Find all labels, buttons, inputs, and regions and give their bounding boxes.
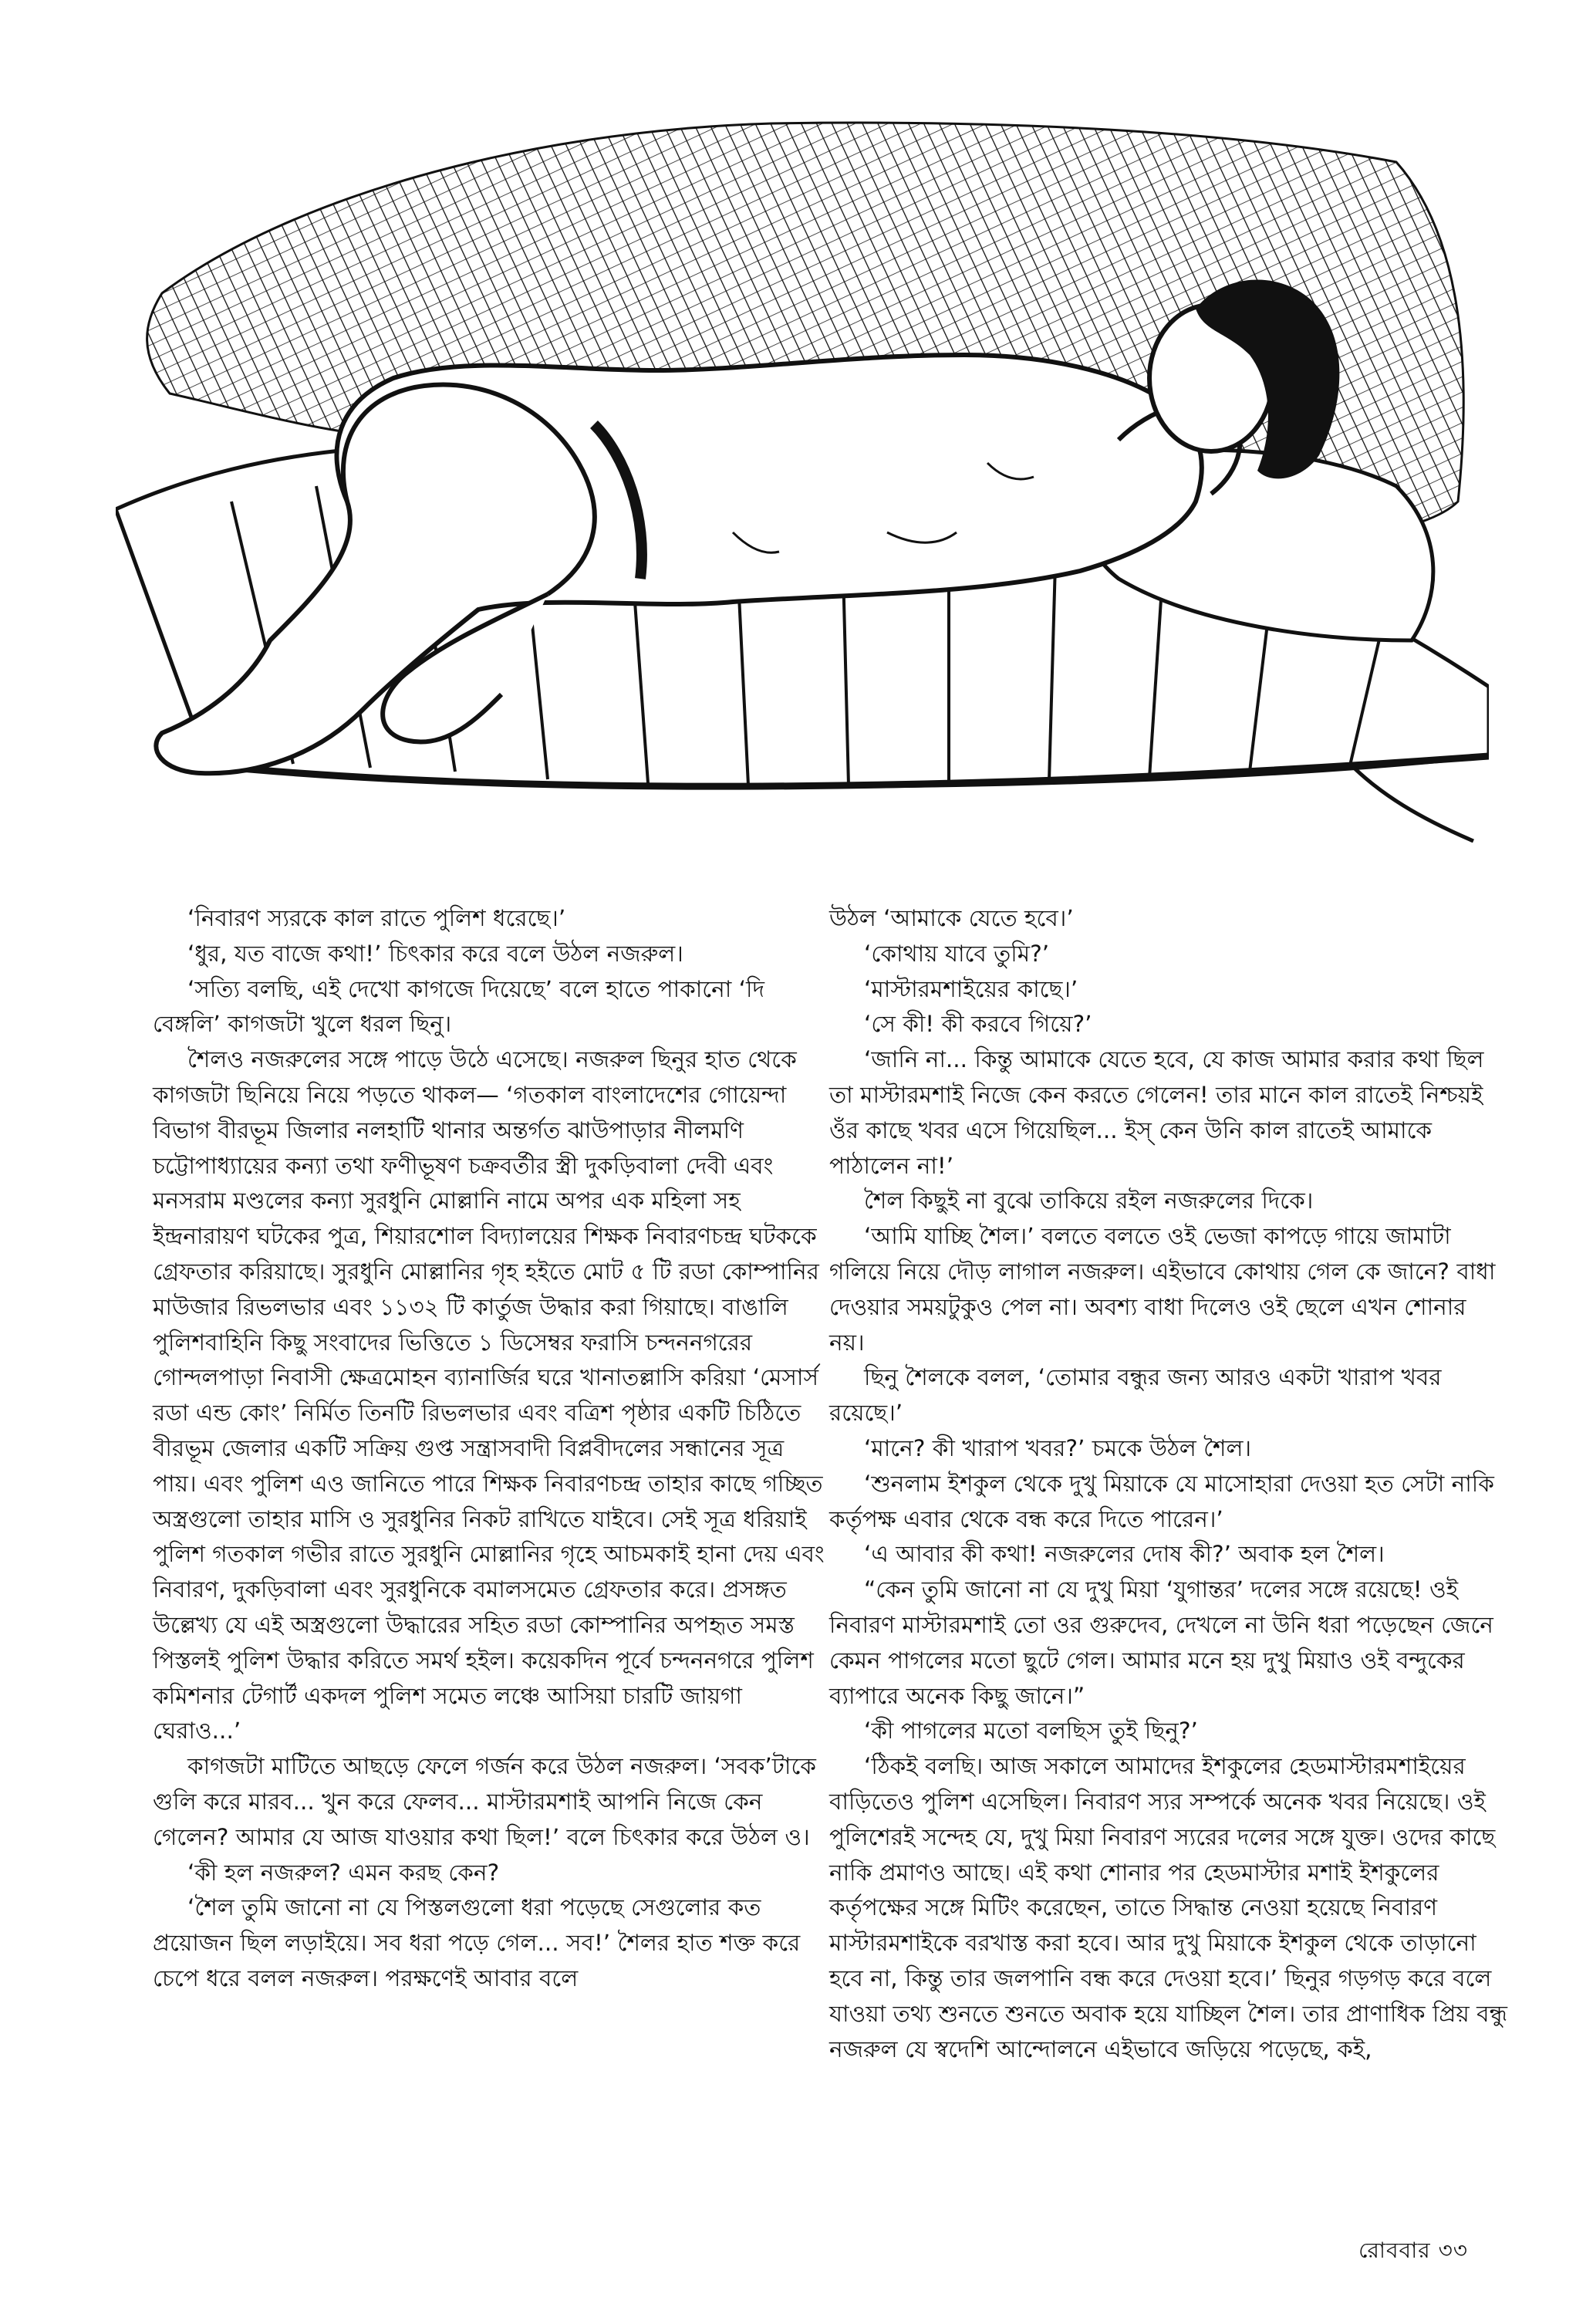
paragraph: ‘নিবারণ স্যরকে কাল রাতে পুলিশ ধরেছে।’ — [187, 905, 566, 931]
paragraph: “কেন তুমি জানো না যে দুখু মিয়া ‘যুগান্তর’ দলের সঙ্গে রয়েছে! ওই নিবারণ মাস্টারমশাই তো ওর গুরুদেব, দেখলে না উনি ধরা পড়েছেন জেনে কেমন পাগলের মতো ছুটে গেল। আমার মনে হয় দুখু মিয়াও ওই বন্দুকের ব্যাপারে অনেক কিছু জানে।” — [829, 1576, 1493, 1709]
paragraph: ‘মানে? কী খারাপ খবর?’ চমকে উঠল শৈল। — [864, 1434, 1251, 1461]
paragraph: ‘এ আবার কী কথা! নজরুলের দোষ কী?’ অবাক হল শৈল। — [864, 1541, 1385, 1568]
magazine-name: রোববার — [1358, 2238, 1431, 2263]
paragraph: ‘সে কী! কী করবে গিয়ে?’ — [864, 1011, 1092, 1038]
paragraph: ‘জানি না... কিন্তু আমাকে যেতে হবে, যে কাজ আমার করার কথা ছিল তা মাস্টারমশাই নিজে কেন করতে গেলেন! তার মানে কাল রাতেই নিশ্চয়ই ওঁর কাছে খবর এসে গিয়েছিল... ইস্ কেন উনি কাল রাতেই আমাকে পাঠালেন না!’ — [829, 1046, 1484, 1179]
paragraph: ‘ঠিকই বলছি। আজ সকালে আমাদের ইশকুলের হেডমাস্টারমশাইয়ের বাড়িতেও পুলিশ এসেছিল। নিবারণ স্যর সম্পর্কে অনেক খবর নিয়েছে। ওই পুলিশেরই সন্দেহ যে, দুখু মিয়া নিবারণ স্যরের দলের সঙ্গে যুক্ত। ওদের কাছে নাকি প্রমাণও আছে। এই কথা শোনার পর হেডমাস্টার মশাই ইশকুলের কর্তৃপক্ষের সঙ্গে মিটিং করেছেন, তাতে সিদ্ধান্ত নেওয়া হয়েছে নিবারণ মাস্টারমশাইকে বরখাস্ত করা হবে। আর দুখু মিয়াকে ইশকুল থেকে তাড়ানো হবে না, কিন্তু তার জলপানি বন্ধ করে দেওয়া হবে।’ ছিনুর গড়গড় করে বলে যাওয়া তথ্য শুনতে শুনতে অবাক হয়ে যাচ্ছিল শৈল। তার প্রাণাধিক প্রিয় বন্ধু নজরুল যে স্বদেশি আন্দোলনে এইভাবে জড়িয়ে পড়েছে, কই, — [829, 1753, 1507, 2062]
paragraph: ‘সত্যি বলছি, এই দেখো কাগজে দিয়েছে’ বলে হাতে পাকানো ‘দি বেঙ্গলি’ কাগজটা খুলে ধরল ছিনু। — [153, 975, 764, 1038]
illustration-reclining-figure — [116, 100, 1489, 872]
paragraph: ‘আমি যাচ্ছি শৈল।’ বলতে বলতে ওই ভেজা কাপড়ে গায়ে জামাটা গলিয়ে নিয়ে দৌড় লাগাল নজরুল। এইভাবে কোথায় গেল কে জানে? বাধা দেওয়ার সময়টুকুও পেল না। অবশ্য বাধা দিলেও ওই ছেলে এখন শোনার নয়। — [829, 1223, 1496, 1356]
paragraph: ‘মাস্টারমশাইয়ের কাছে।’ — [864, 975, 1078, 1002]
paragraph: ‘কী হল নজরুল? এমন করছ কেন? — [187, 1859, 500, 1886]
paragraph: ‘ধুর, যত বাজে কথা!’ চিৎকার করে বলে উঠল নজরুল। — [187, 940, 683, 967]
paragraph: ‘কী পাগলের মতো বলছিস তুই ছিনু?’ — [864, 1718, 1198, 1745]
paragraph: ‘কোথায় যাবে তুমি?’ — [864, 940, 1050, 967]
left-column — [153, 901, 832, 1997]
paragraph: শৈলও নজরুলের সঙ্গে পাড়ে উঠে এসেছে। নজরুল ছিনুর হাত থেকে কাগজটা ছিনিয়ে নিয়ে পড়তে থাকল— ‘গতকাল বাংলাদেশের গোয়েন্দা বিভাগ বীরভূম জিলার নলহাটি থানার অন্তর্গত ঝাউপাড়ার নীলমণি চট্টোপাধ্যায়ের কন্যা তথা ফণীভূষণ চক্রবর্তীর স্ত্রী দুকড়িবালা দেবী এবং মনসরাম মণ্ডলের কন্যা সুরধুনি মোল্লানি নামে অপর এক মহিলা সহ ইন্দ্রনারায়ণ ঘটকের পুত্র, শিয়ারশোল বিদ্যালয়ের শিক্ষক নিবারণচন্দ্র ঘটককে গ্রেফতার করিয়াছে। সুরধুনি মোল্লানির গৃহ হইতে মোট ৫ টি রডা কোম্পানির মাউজার রিভলভার এবং ১১৩২ টি কার্তুজ উদ্ধার করা গিয়াছে। বাঙালি পুলিশবাহিনি কিছু সংবাদের ভিত্তিতে ১ ডিসেম্বর ফরাসি চন্দননগরের গোন্দলপাড়া নিবাসী ক্ষেত্রমোহন ব্যানার্জির ঘরে খানাতল্লাসি করিয়া ‘মেসার্স রডা এন্ড কোং’ নির্মিত তিনটি রিভলভার এবং বত্রিশ পৃষ্ঠার একটি চিঠিতে বীরভূম জেলার একটি সক্রিয় গুপ্ত সন্ত্রাসবাদী বিপ্লবীদলের সন্ধানের সূত্র পায়। এবং পুলিশ এও জানিতে পারে শিক্ষক নিবারণচন্দ্র তাহার কাছে গচ্ছিত অস্ত্রগুলো তাহার মাসি ও সুরধুনির নিকট রাখিতে যাইবে। সেই সূত্র ধরিয়াই পুলিশ গতকাল গভীর রাতে সুরধুনি মোল্লানির গৃহে আচমকাই হানা দেয় এবং নিবারণ, দুকড়িবালা এবং সুরধুনিকে বমালসমেত গ্রেফতার করে। প্রসঙ্গত উল্লেখ্য যে এই অস্ত্রগুলো উদ্ধারের সহিত রডা কোম্পানির অপহৃত সমস্ত পিস্তলই পুলিশ উদ্ধার করিতে সমর্থ হইল। কয়েকদিন পূর্বে চন্দননগরে পুলিশ কমিশনার টেগার্ট একদল পুলিশ সমেত লঞ্চে আসিয়া চারটি জায়গা ঘেরাও...’ — [153, 1046, 825, 1745]
page-footer — [1358, 2234, 1468, 2270]
paragraph: ‘শুনলাম ইশকুল থেকে দুখু মিয়াকে যে মাসোহারা দেওয়া হত সেটা নাকি কর্তৃপক্ষ এবার থেকে বন্ধ করে দিতে পারেন।’ — [829, 1470, 1494, 1532]
paragraph: শৈল কিছুই না বুঝে তাকিয়ে রইল নজরুলের দিকে। — [864, 1187, 1314, 1214]
paragraph: ‘শৈল তুমি জানো না যে পিস্তলগুলো ধরা পড়েছে সেগুলোর কত প্রয়োজন ছিল লড়াইয়ে। সব ধরা পড়ে গেল... সব!’ শৈলর হাত শক্ত করে চেপে ধরে বলল নজরুল। পরক্ষণেই আবার বলে — [153, 1894, 801, 1991]
page-number: ৩৩ — [1438, 2238, 1468, 2263]
right-column — [829, 901, 1508, 2067]
paragraph: ছিনু শৈলকে বলল, ‘তোমার বন্ধুর জন্য আরও একটা খারাপ খবর রয়েছে।’ — [829, 1364, 1442, 1427]
paragraph: কাগজটা মাটিতে আছড়ে ফেলে গর্জন করে উঠল নজরুল। ‘সবক’টাকে গুলি করে মারব... খুন করে ফেলব... মাস্টারমশাই আপনি নিজে কেন গেলেন? আমার যে আজ যাওয়ার কথা ছিল!’ বলে চিৎকার করে উঠল ও। — [153, 1753, 816, 1850]
paragraph: উঠল ‘আমাকে যেতে হবে।’ — [829, 905, 1074, 931]
